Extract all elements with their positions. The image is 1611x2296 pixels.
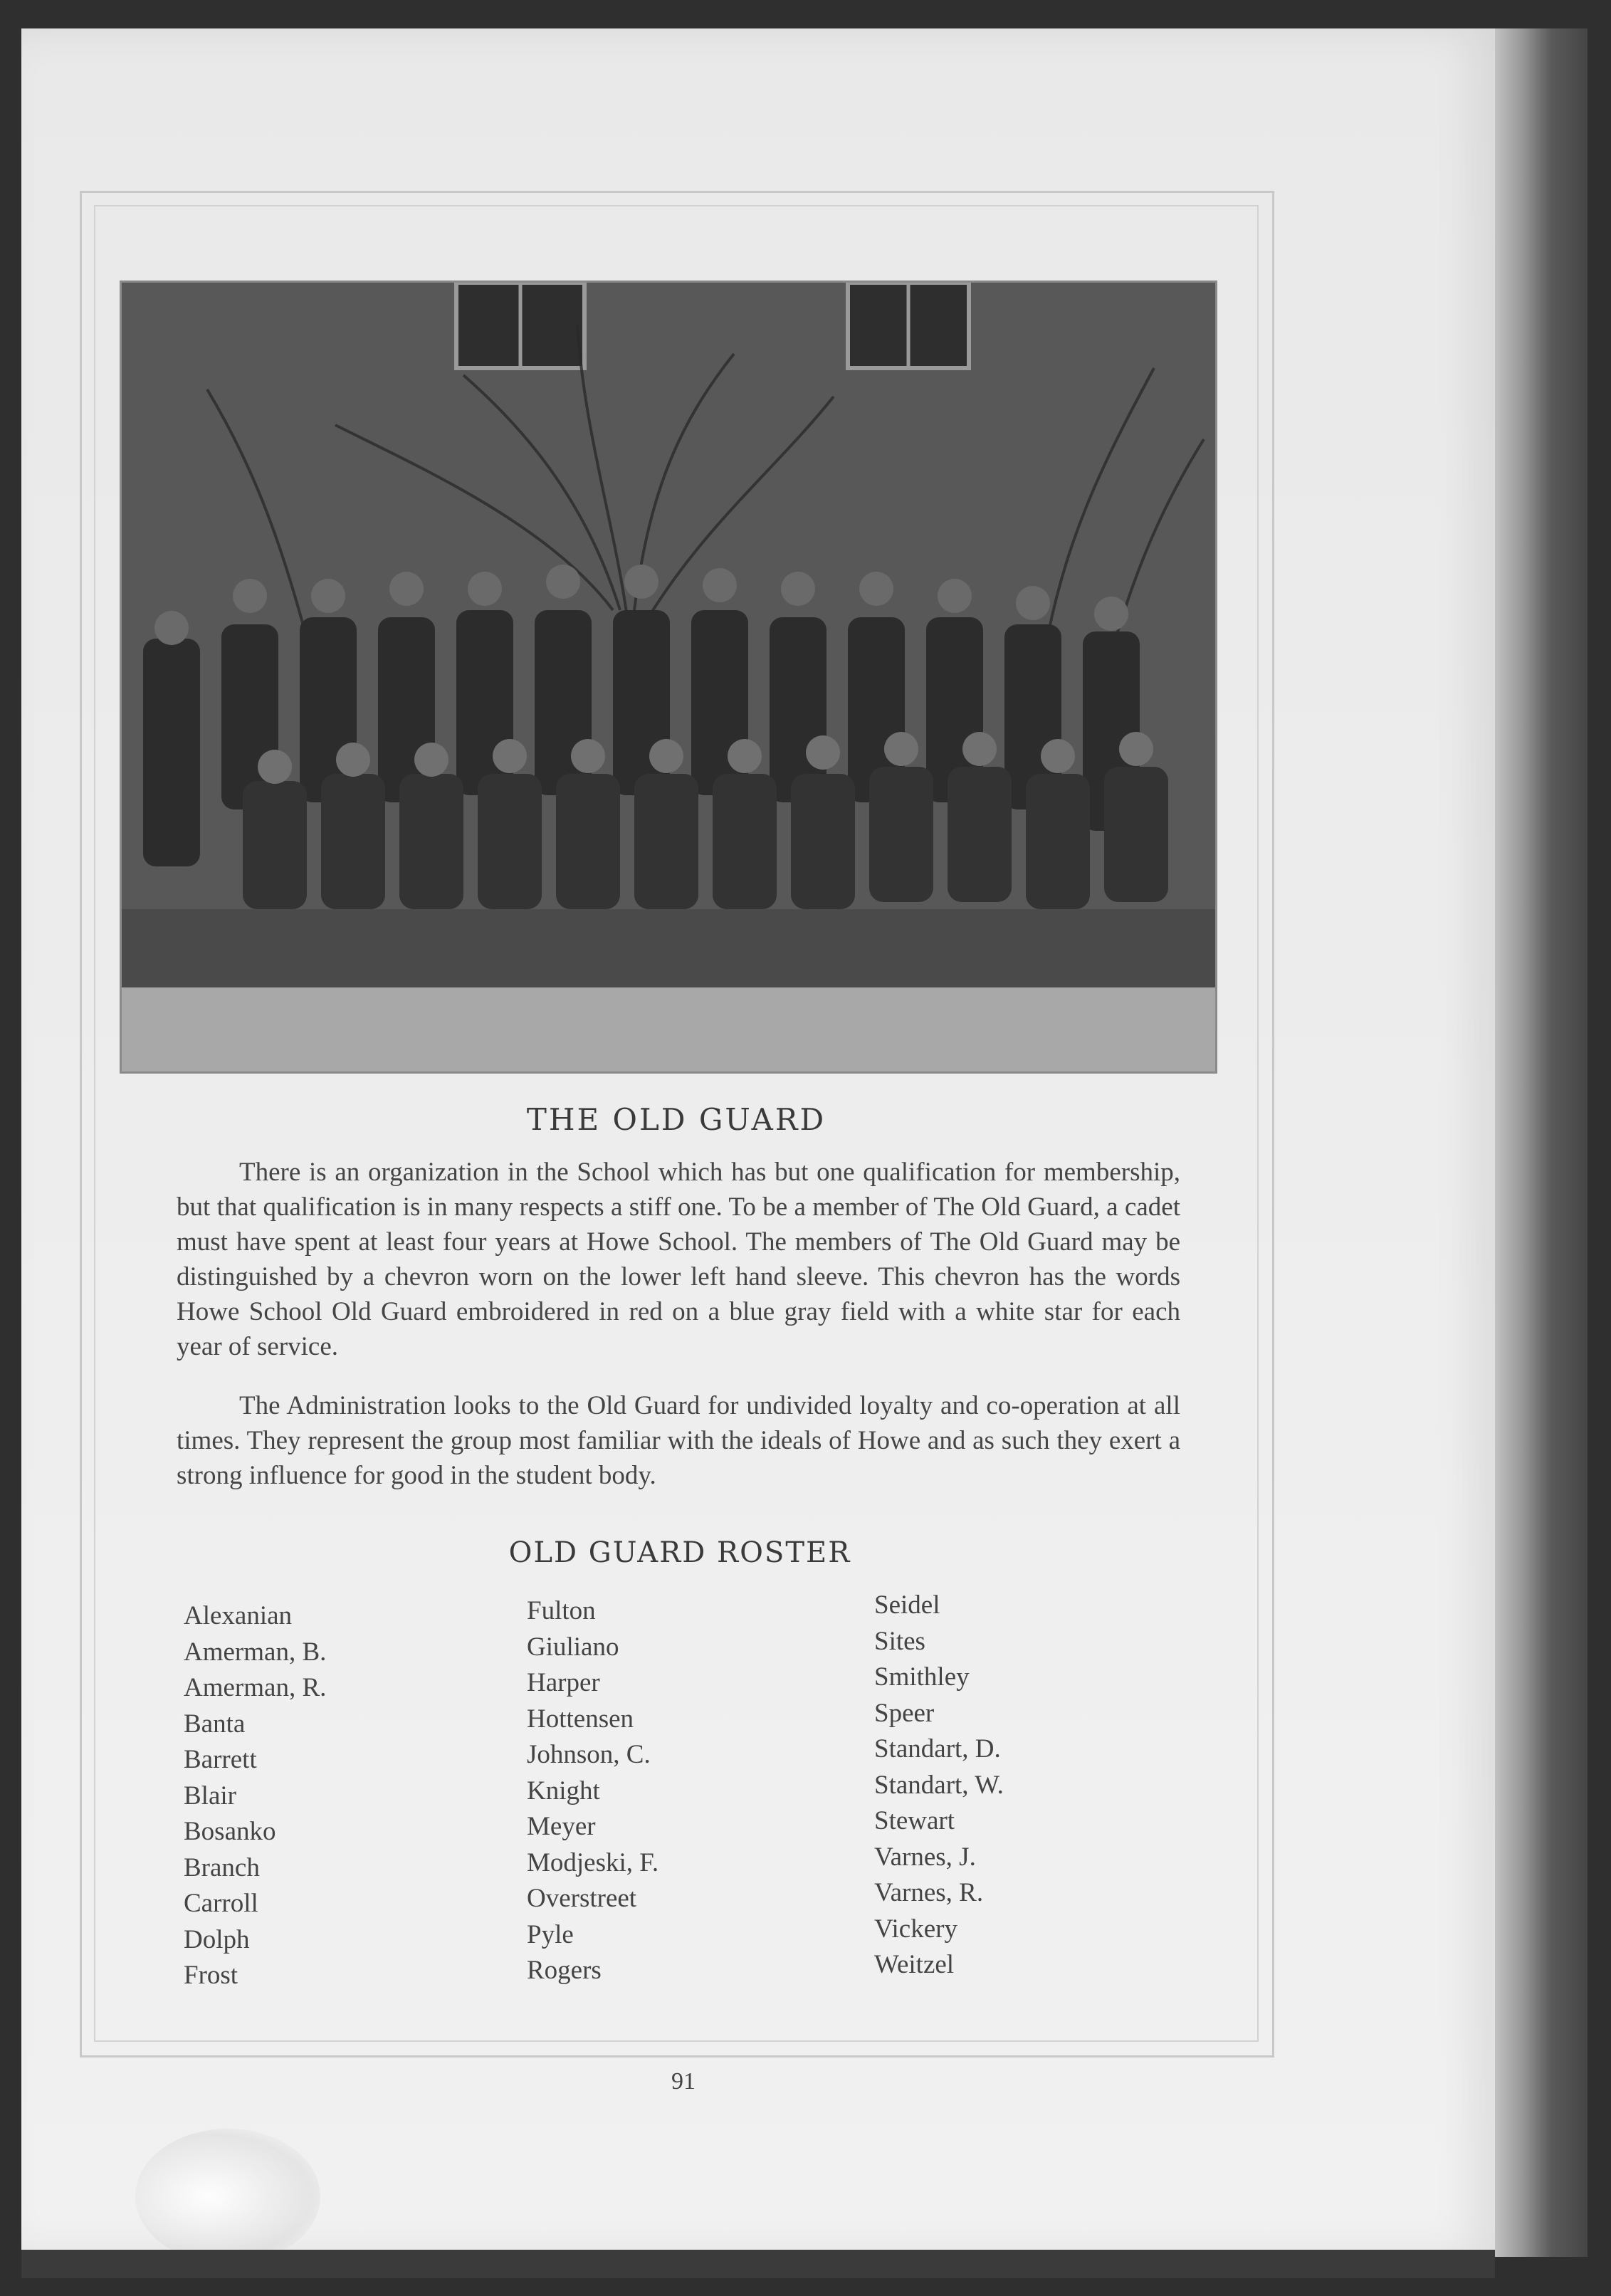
roster-name: Standart, D.: [874, 1734, 1001, 1763]
roster-column-2: [527, 1593, 658, 1989]
roster-name: Sites: [874, 1626, 925, 1656]
roster-name: Vickery: [874, 1914, 957, 1944]
roster-name: Blair: [184, 1781, 236, 1810]
group-photo: [120, 281, 1217, 1074]
roster-name: Dolph: [184, 1924, 250, 1954]
roster-name: Giuliano: [527, 1632, 619, 1662]
roster-name: Varnes, J.: [874, 1842, 976, 1872]
roster-name: Alexanian: [184, 1601, 293, 1630]
article-title: THE OLD GUARD: [526, 1102, 827, 1137]
sidewalk: [122, 987, 1215, 1071]
roster-column-3: [874, 1588, 1004, 1983]
roster-name: Branch: [184, 1852, 260, 1882]
roster-name: Speer: [874, 1698, 935, 1728]
article-paragraph-1: There is an organization in the School which has but one qualification for membership, but that qualification is in many respects a stiff one. To be a member of The Old Guard, a cadet must have spent at least four years at Howe School. The members of The Old Guard may be distinguished by a chevron worn on the lower left hand sleeve. This chevron has the words Howe School Old Guard embroidered in red on a blue gray field with a white star for each year of service.: [177, 1158, 1180, 1361]
roster-name: Seidel: [874, 1590, 940, 1620]
roster-name: Barrett: [184, 1745, 257, 1774]
roster-name: Harper: [527, 1668, 600, 1697]
roster-name: Meyer: [527, 1812, 596, 1841]
lawn: [122, 909, 1215, 995]
roster-name: Knight: [527, 1776, 600, 1805]
paper-damage-stain: [135, 2129, 320, 2264]
roster-name: Hottensen: [527, 1704, 634, 1734]
roster-name: Amerman, R.: [184, 1673, 327, 1702]
group-photo-illustration: [122, 283, 1215, 1071]
roster-name: Modjeski, F.: [527, 1847, 659, 1877]
roster-name: Fulton: [527, 1596, 596, 1625]
roster-name: Banta: [184, 1709, 246, 1739]
roster-name: Stewart: [874, 1806, 955, 1835]
roster-name: Johnson, C.: [527, 1740, 651, 1769]
roster-name: Carroll: [184, 1889, 258, 1918]
roster-name: Bosanko: [184, 1817, 276, 1846]
roster-name: Overstreet: [527, 1884, 637, 1913]
roster-name: Rogers: [527, 1956, 602, 1985]
roster-name: Smithley: [874, 1662, 970, 1692]
roster-column-1: [184, 1598, 326, 1994]
roster-title: OLD GUARD ROSTER: [508, 1536, 851, 1569]
page-number: 91: [671, 2068, 696, 2095]
roster-name: Standart, W.: [874, 1770, 1004, 1800]
roster-name: Frost: [184, 1961, 238, 1990]
binding-shadow: [21, 2250, 1495, 2278]
article-paragraph-2: The Administration looks to the Old Guard for undivided loyalty and co-operation at all times. They represent the group most familiar with the ideals of Howe and as such they exert a strong influence for good in the student body.: [177, 1391, 1180, 1490]
roster-name: Pyle: [527, 1919, 574, 1949]
roster-name: Weitzel: [874, 1950, 955, 1979]
roster-name: Varnes, R.: [874, 1878, 984, 1907]
roster-name: Amerman, B.: [184, 1637, 327, 1667]
